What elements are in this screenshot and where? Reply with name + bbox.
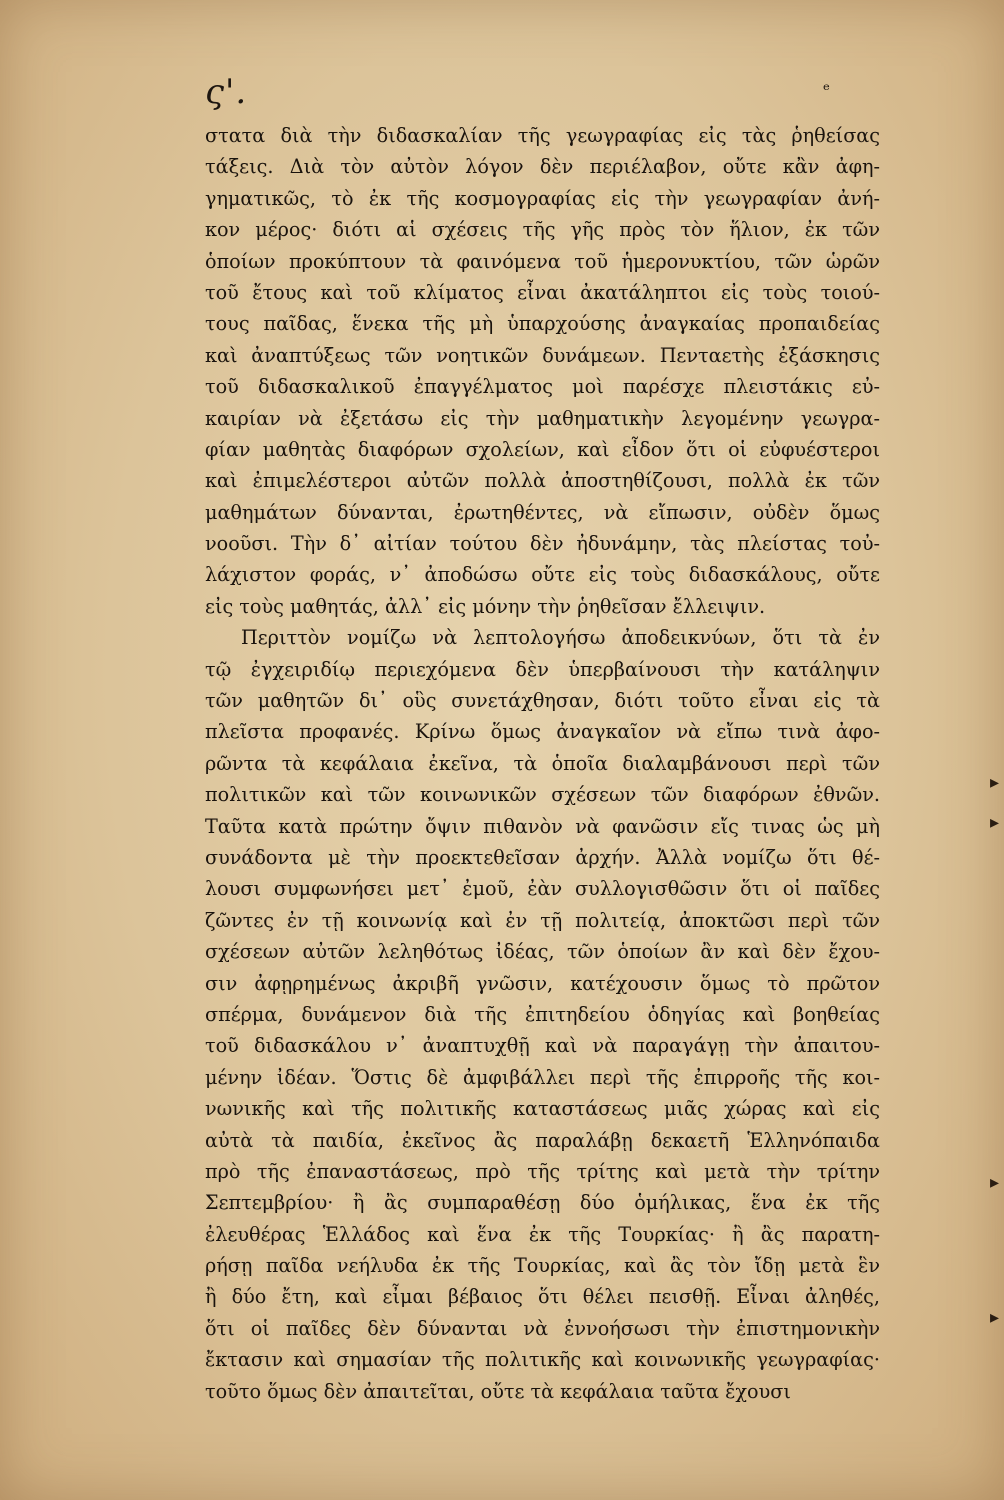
binding-mark: ▸: [990, 1307, 1000, 1328]
text-line: πρὸ τῆς ἐπαναστάσεως, πρὸ τῆς τρίτης καὶ μετὰ τὴν τρίτην: [205, 1159, 880, 1183]
binding-mark: ▸: [990, 812, 1000, 833]
text-line: Ταῦτα κατὰ πρώτην ὄψιν πιθανὸν νὰ φανῶσιν εἴς τινας ὡς μὴ: [205, 814, 880, 838]
text-line: σπέρμα, δυνάμενον διὰ τῆς ἐπιτηδείου ὁδηγίας καὶ βοηθείας: [205, 1002, 880, 1026]
text-line: καιρίαν νὰ ἐξετάσω εἰς τὴν μαθηματικὴν λεγομένην γεωγρα-: [205, 406, 880, 430]
text-line: σχέσεων αὐτῶν λεληθότως ἰδέας, τῶν ὁποίων ἂν καὶ δὲν ἔχου-: [205, 940, 880, 964]
text-line: τοῦ διδασκαλικοῦ ἐπαγγέλματος μοὶ παρέσχε πλειστάκις εὐ-: [205, 375, 880, 399]
text-line: μένην ἰδέαν. Ὅστις δὲ ἀμφιβάλλει περὶ τῆς ἐπιρροῆς τῆς κοι-: [205, 1065, 880, 1089]
page-number: ς'.: [205, 72, 248, 112]
text-line: γηματικῶς, τὸ ἐκ τῆς κοσμογραφίας εἰς τὴν γεωγραφίαν ἀνή-: [205, 186, 880, 210]
text-line: ρήσῃ παῖδα νεήλυδα ἐκ τῆς Τουρκίας, καὶ ἂς τὸν ἴδῃ μετὰ ἓν: [205, 1254, 880, 1278]
text-line: τῷ ἐγχειριδίῳ περιεχόμενα δὲν ὑπερβαίνουσι τὴν κατάληψιν: [205, 657, 880, 681]
text-line: ὅτι οἱ παῖδες δὲν δύνανται νὰ ἐννοήσωσι τὴν ἐπιστημονικὴν: [205, 1316, 880, 1340]
binding-mark: ▸: [990, 1172, 1000, 1193]
text-line: ἢ δύο ἔτη, καὶ εἶμαι βέβαιος ὅτι θέλει πεισθῇ. Εἶναι ἀληθές,: [205, 1285, 880, 1309]
text-line: ἐλευθέρας Ἑλλάδος καὶ ἕνα ἐκ τῆς Τουρκίας· ἢ ἂς παρατη-: [205, 1222, 880, 1246]
text-line: στατα διὰ τὴν διδασκαλίαν τῆς γεωγραφίας εἰς τὰς ῥηθείσας: [205, 124, 880, 147]
text-line: τους παῖδας, ἕνεκα τῆς μὴ ὑπαρχούσης ἀναγκαίας προπαιδείας: [205, 312, 880, 336]
binding-mark: ▸: [990, 772, 1000, 793]
text-line: εἰς τοὺς μαθητάς, ἀλλ᾽ εἰς μόνην τὴν ῥηθεῖσαν ἔλλειψιν.: [205, 594, 766, 618]
text-line: Σεπτεμβρίου· ἢ ἂς συμπαραθέσῃ δύο ὁμήλικας, ἕνα ἐκ τῆς: [205, 1191, 880, 1215]
text-line: καὶ ἐπιμελέστεροι αὐτῶν πολλὰ ἀποστηθίζουσι, πολλὰ ἐκ τῶν: [205, 469, 880, 493]
text-line: πολιτικῶν καὶ τῶν κοινωνικῶν σχέσεων τῶν διαφόρων ἐθνῶν.: [205, 783, 880, 807]
text-line: φίαν μαθητὰς διαφόρων σχολείων, καὶ εἶδον ὅτι οἱ εὐφυέστεροι: [205, 437, 880, 461]
text-line: λάχιστον φοράς, ν᾽ ἀποδώσω οὔτε εἰς τοὺς διδασκάλους, οὔτε: [205, 563, 880, 587]
text-line: μαθημάτων δύνανται, ἐρωτηθέντες, νὰ εἴπωσιν, οὐδὲν ὅμως: [205, 500, 880, 524]
text-line: κον μέρος· διότι αἱ σχέσεις τῆς γῆς πρὸς τὸν ἥλιον, ἐκ τῶν: [205, 218, 880, 242]
text-line: ζῶντες ἐν τῇ κοινωνίᾳ καὶ ἐν τῇ πολιτείᾳ, ἀποκτῶσι περὶ τῶν: [205, 908, 880, 932]
text-line: ἔκτασιν καὶ σημασίαν τῆς πολιτικῆς καὶ κοινωνικῆς γεωγραφίας·: [205, 1348, 880, 1372]
text-line: λουσι συμφωνήσει μετ᾽ ἐμοῦ, ἐὰν συλλογισθῶσιν ὅτι οἱ παῖδες: [205, 877, 880, 901]
text-line: συνάδοντα μὲ τὴν προεκτεθεῖσαν ἀρχήν. Ἀλλὰ νομίζω ὅτι θέ-: [205, 845, 880, 869]
text-line: τοῦ διδασκάλου ν᾽ ἀναπτυχθῇ καὶ νὰ παραγάγῃ τὴν ἀπαιτου-: [205, 1034, 880, 1058]
text-line: τῶν μαθητῶν δι᾽ οὓς συνετάχθησαν, διότι τοῦτο εἶναι εἰς τὰ: [205, 689, 880, 713]
paragraph-start-line: Περιττὸν νομίζω νὰ λεπτολογήσω ἀποδεικνύων, ὅτι τὰ ἐν: [241, 626, 880, 650]
text-line: τοῦ ἔτους καὶ τοῦ κλίματος εἶναι ἀκατάληπτοι εἰς τοὺς τοιού-: [205, 280, 880, 304]
body-text: [205, 120, 880, 1407]
text-line: ὁποίων προκύπτουν τὰ φαινόμενα τοῦ ἡμερονυκτίου, τῶν ὡρῶν: [205, 249, 880, 273]
text-line: πλεῖστα προφανές. Κρίνω ὅμως ἀναγκαῖον νὰ εἴπω τινὰ ἀφο-: [205, 720, 880, 744]
printer-mark: ᵉ: [823, 80, 830, 101]
text-line: ρῶντα τὰ κεφάλαια ἐκεῖνα, τὰ ὁποῖα διαλαμβάνουσι περὶ τῶν: [205, 751, 880, 775]
text-line: νωνικῆς καὶ τῆς πολιτικῆς καταστάσεως μιᾶς χώρας καὶ εἰς: [205, 1097, 880, 1121]
text-line: σιν ἀφῃρημένως ἀκριβῆ γνῶσιν, κατέχουσιν ὅμως τὸ πρῶτον: [205, 971, 880, 995]
text-line: καὶ ἀναπτύξεως τῶν νοητικῶν δυνάμεων. Πενταετὴς ἐξάσκησις: [205, 343, 880, 367]
text-line: αὐτὰ τὰ παιδία, ἐκεῖνος ἂς παραλάβῃ δεκαετῆ Ἑλληνόπαιδα: [205, 1128, 880, 1152]
text-line: νοοῦσι. Τὴν δ᾽ αἰτίαν τούτου δὲν ἠδυνάμην, τὰς πλείστας τοὐ-: [205, 532, 880, 556]
text-line: τοῦτο ὅμως δὲν ἀπαιτεῖται, οὔτε τὰ κεφάλαια ταῦτα ἔχουσι: [205, 1379, 791, 1403]
text-line: τάξεις. Διὰ τὸν αὐτὸν λόγον δὲν περιέλαβον, οὔτε κἂν ἀφη-: [205, 155, 880, 179]
